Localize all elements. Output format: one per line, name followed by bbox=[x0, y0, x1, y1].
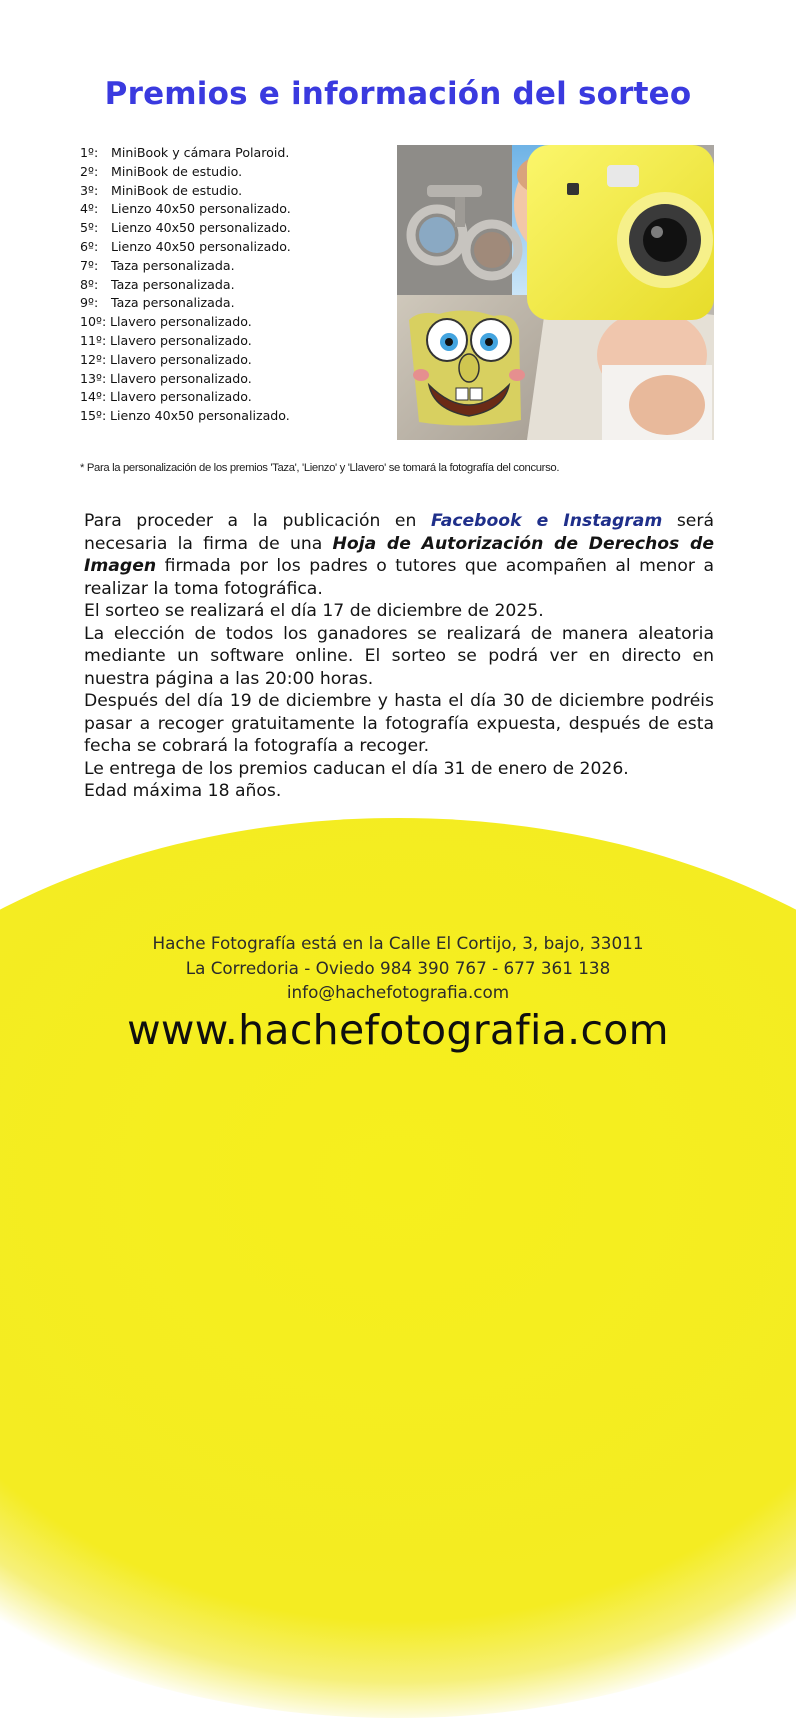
prize-description: Lienzo 40x50 personalizado. bbox=[111, 201, 291, 217]
prize-place: 11º: bbox=[80, 332, 107, 348]
prize-description: Lienzo 40x50 personalizado. bbox=[110, 408, 290, 424]
prize-description: Lienzo 40x50 personalizado. bbox=[111, 220, 291, 236]
website-link[interactable]: www.hachefotografia.com bbox=[127, 1006, 669, 1054]
prize-item bbox=[80, 332, 291, 351]
prize-place: 13º: bbox=[80, 370, 107, 386]
prize-item bbox=[80, 294, 291, 313]
prize-place: 8º: bbox=[80, 276, 99, 292]
info-paragraph-expiry: Le entrega de los premios caducan el día 31 de enero de 2026. bbox=[84, 758, 629, 779]
prize-place: 4º: bbox=[80, 201, 99, 217]
prize-description: Taza personalizada. bbox=[111, 257, 235, 273]
prize-description: Llavero personalizado. bbox=[110, 370, 252, 386]
prize-place: 1º: bbox=[80, 145, 99, 160]
prize-description: Lienzo 40x50 personalizado. bbox=[111, 238, 291, 254]
social-platforms: Facebook e Instagram bbox=[430, 511, 663, 531]
prize-description: Llavero personalizado. bbox=[110, 332, 252, 348]
info-paragraph-publication: Para proceder a la publicación en Facebook e Instagram será necesaria la firma de una Hoja de Autorización de Derechos de Imagen firmada por los padres o tutores que acompañen al menor a realizar la toma fotográfica. bbox=[84, 511, 714, 599]
info-text bbox=[84, 510, 714, 803]
prize-description: MiniBook de estudio. bbox=[111, 163, 243, 179]
prize-description: MiniBook de estudio. bbox=[111, 182, 243, 198]
prize-place: 9º: bbox=[80, 295, 99, 311]
prize-item bbox=[80, 370, 291, 389]
page-title: Premios e información del sorteo bbox=[104, 76, 692, 112]
prize-place: 6º: bbox=[80, 238, 99, 254]
prize-item bbox=[80, 238, 291, 257]
email-link[interactable]: info@hachefotografia.com bbox=[286, 982, 510, 1002]
prize-item bbox=[80, 257, 291, 276]
info-paragraph-age: Edad máxima 18 años. bbox=[84, 781, 282, 801]
prize-list bbox=[80, 144, 291, 426]
prize-place: 10º: bbox=[80, 314, 107, 330]
prize-place: 12º: bbox=[80, 351, 107, 367]
prize-description: Llavero personalizado. bbox=[110, 351, 252, 367]
prize-place: 7º: bbox=[80, 257, 99, 273]
prize-description: Llavero personalizado. bbox=[110, 389, 252, 405]
prize-place: 2º: bbox=[80, 163, 99, 179]
prize-place: 3º: bbox=[80, 182, 99, 198]
prize-item bbox=[80, 407, 291, 426]
prize-description: Taza personalizada. bbox=[111, 276, 235, 292]
prize-place: 14º: bbox=[80, 389, 107, 405]
prize-description: Llavero personalizado. bbox=[110, 314, 252, 330]
prize-place: 15º: bbox=[80, 408, 107, 424]
prize-item bbox=[80, 200, 291, 219]
prize-item bbox=[80, 276, 291, 295]
info-paragraph-selection: La elección de todos los ganadores se realizará de manera aleatoria mediante un software online. El sorteo se podrá ver en directo en nuestra página a las 20:00 horas. bbox=[84, 623, 714, 689]
prize-description: MiniBook y cámara Polaroid. bbox=[111, 145, 290, 160]
address-line-1: Hache Fotografía está en la Calle El Cortijo, 3, bajo, 33011 bbox=[152, 933, 644, 953]
prize-item bbox=[80, 182, 291, 201]
yellow-footer-shape bbox=[0, 818, 796, 1718]
authorization-document: Hoja de Autorización de Derechos de Imagen bbox=[84, 533, 714, 576]
prize-item bbox=[80, 313, 291, 332]
info-paragraph-pickup: Después del día 19 de diciembre y hasta el día 30 de diciembre podréis pasar a recoger gratuitamente la fotografía expuesta, después de esta fecha se cobrará la fotografía a recoger. bbox=[84, 691, 714, 756]
prize-item bbox=[80, 388, 291, 407]
prize-place: 5º: bbox=[80, 220, 99, 236]
prize-item bbox=[80, 163, 291, 182]
footnote: * Para la personalización de los premios 'Taza', 'Lienzo' y 'Llavero' se tomará la fotografía del concurso. bbox=[80, 462, 560, 474]
prize-description: Taza personalizada. bbox=[111, 295, 235, 311]
prize-item bbox=[80, 144, 291, 163]
prizes-collage-image bbox=[397, 145, 714, 440]
info-paragraph-draw-date: El sorteo se realizará el día 17 de diciembre de 2025. bbox=[84, 601, 544, 621]
address-line-2: La Corredoria - Oviedo 984 390 767 - 677 361 138 bbox=[185, 958, 611, 978]
prize-item bbox=[80, 219, 291, 238]
prize-item bbox=[80, 351, 291, 370]
